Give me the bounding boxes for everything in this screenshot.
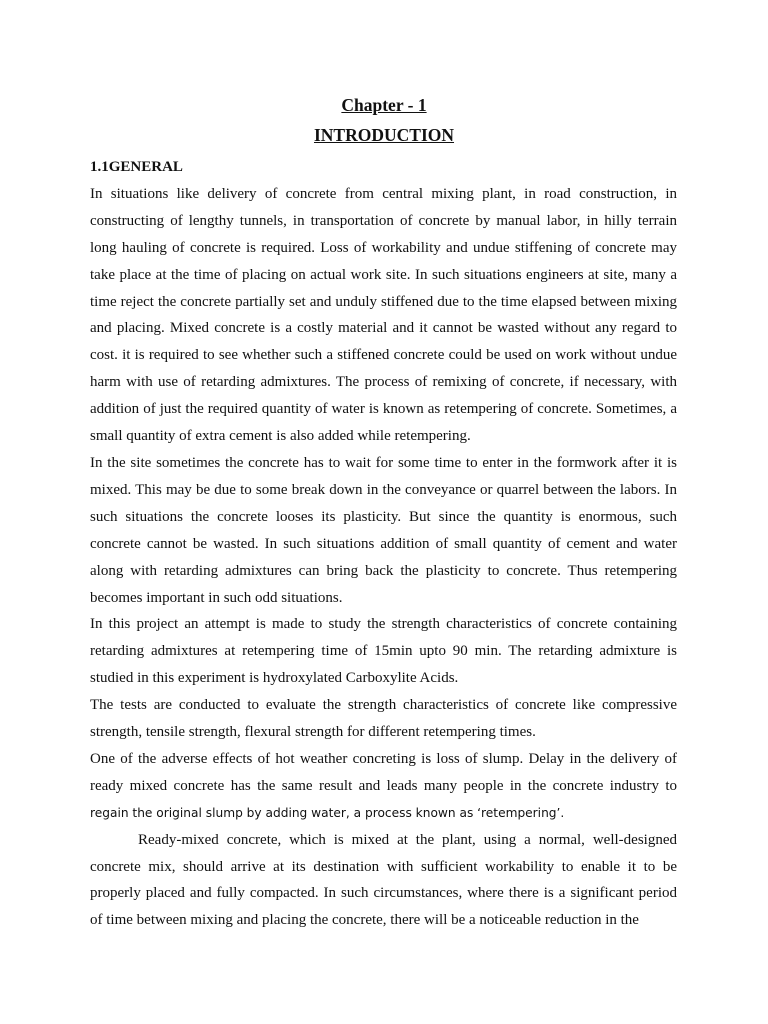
paragraph-ready-mixed: Ready-mixed concrete, which is mixed at the plant, using a normal, well-designed concrete mix, should arrive at its destination with sufficient workability to enable it to be properly placed and fully compacted. In such circumstances, where there is a significant period of time between mixing and placing the concrete, there will be a noticeable reduction in the	[90, 831, 677, 929]
hot-weather-text: One of the adverse effects of hot weather concreting is loss of slump. Delay in the delivery of ready mixed concrete has the same result and leads many people in the concrete industry to	[90, 750, 677, 794]
hot-weather-tail: regain the original slump by adding water, a process known as ‘retempering’.	[90, 805, 565, 820]
paragraph-project: In this project an attempt is made to study the strength characteristics of concrete containing retarding admixtures at retempering time of 15min upto 90 min. The retarding admixture is studied in this experiment is hydroxylated Carboxylite Acids.	[90, 616, 677, 687]
section-heading: 1.1GENERAL	[90, 159, 183, 175]
document-body	[90, 154, 677, 934]
paragraph-site-wait: In the site sometimes the concrete has to wait for some time to enter in the formwork after it is mixed. This may be due to some break down in the conveyance or quarrel between the labors. In such situations the concrete looses its plasticity. But since the quantity is enormous, such concrete cannot be wasted. In such situations addition of small quantity of cement and water along with retarding admixtures can bring back the plasticity to concrete. Thus retempering becomes important in such odd situations.	[90, 454, 677, 606]
chapter-title: INTRODUCTION	[313, 125, 455, 145]
paragraph-tests: The tests are conducted to evaluate the strength characteristics of concrete like compressive strength, tensile strength, flexural strength for different retempering times.	[90, 697, 677, 741]
paragraph-delivery: In situations like delivery of concrete from central mixing plant, in road construction, in constructing of lengthy tunnels, in transportation of concrete by manual labor, in hilly terrain long hauling of concrete is required. Loss of workability and undue stiffening of concrete may take place at the time of placing on actual work site. In such situations engineers at site, many a time reject the concrete partially set and unduly stiffened due to the time elapsed between mixing and placing. Mixed concrete is a costly material and it cannot be wasted without any regard to cost. it is required to see whether such a stiffened concrete could be used on work without undue harm with use of retarding admixtures. The process of remixing of concrete, if necessary, with addition of just the required quantity of water is known as retempering of concrete. Sometimes, a small quantity of extra cement is also added while retempering.	[90, 185, 677, 445]
paragraph-hot-weather	[90, 746, 677, 827]
chapter-label: Chapter - 1	[341, 95, 427, 115]
